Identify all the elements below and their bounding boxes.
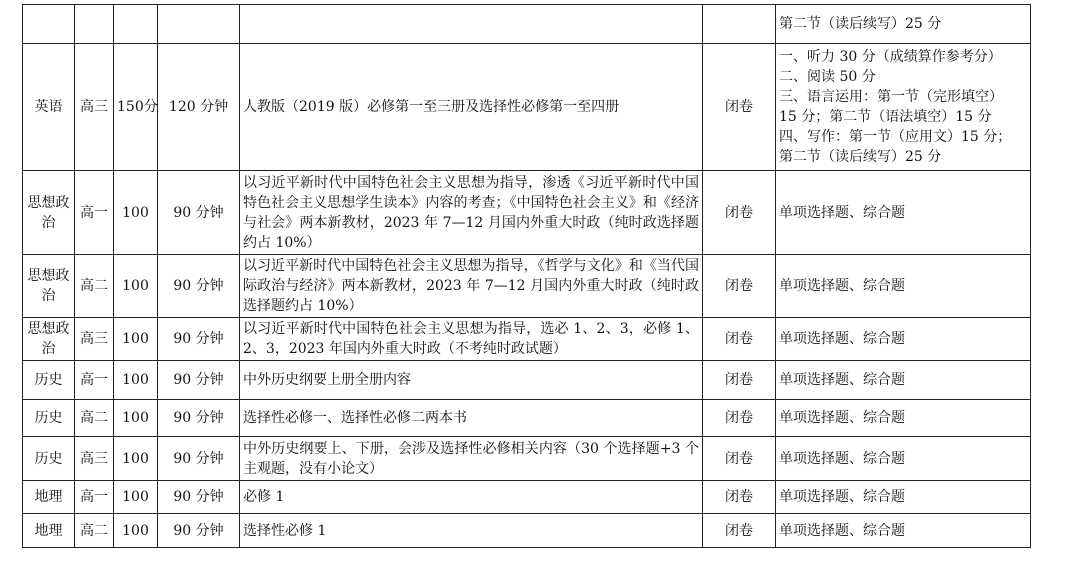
score-cell: 100 (114, 171, 158, 255)
format-line: 15 分；第二节（语法填空）15 分 (779, 109, 992, 125)
grade-cell: 高一 (75, 481, 114, 514)
format-line: 第二节（读后续写）25 分 (779, 16, 942, 32)
scope-cell: 中外历史纲要上、下册，会涉及选择性必修相关内容（30 个选择题+3 个主观题，没有小论文） (240, 437, 703, 481)
duration-cell: 90 分钟 (158, 481, 240, 514)
exam-type-cell: 闭卷 (703, 400, 776, 437)
score-cell: 100 (114, 255, 158, 318)
score-cell: 100 (114, 318, 158, 361)
duration-cell: 120 分钟 (158, 44, 240, 171)
exam-schedule-table (22, 4, 1031, 548)
subject-cell: 地理 (23, 481, 75, 514)
score-cell: 100 (114, 481, 158, 514)
exam-type-cell: 闭卷 (703, 171, 776, 255)
grade-cell: 高三 (75, 44, 114, 171)
format-line: 单项选择题、综合题 (779, 278, 905, 294)
exam-type-cell (703, 5, 776, 44)
format-cell (776, 255, 1031, 318)
table-body (23, 5, 1031, 548)
subject-cell: 英语 (23, 44, 75, 171)
exam-type-cell: 闭卷 (703, 481, 776, 514)
table-row (23, 400, 1031, 437)
format-cell (776, 5, 1031, 44)
scope-cell: 选择性必修一、选择性必修二两本书 (240, 400, 703, 437)
score-cell: 150分 (114, 44, 158, 171)
format-cell (776, 514, 1031, 548)
format-cell (776, 361, 1031, 400)
score-cell (114, 5, 158, 44)
exam-type-cell: 闭卷 (703, 44, 776, 171)
format-line: 三、语言运用：第一节（完形填空） (779, 89, 1003, 105)
exam-type-cell: 闭卷 (703, 318, 776, 361)
format-line: 单项选择题、综合题 (779, 489, 905, 505)
table-row (23, 361, 1031, 400)
subject-cell: 历史 (23, 400, 75, 437)
duration-cell (158, 5, 240, 44)
subject-cell: 地理 (23, 514, 75, 548)
table-row (23, 318, 1031, 361)
duration-cell: 90 分钟 (158, 318, 240, 361)
score-cell: 100 (114, 514, 158, 548)
table-row (23, 171, 1031, 255)
scope-cell: 人教版（2019 版）必修第一至三册及选择性必修第一至四册 (240, 44, 703, 171)
format-line: 单项选择题、综合题 (779, 372, 905, 388)
duration-cell: 90 分钟 (158, 514, 240, 548)
scope-cell: 以习近平新时代中国特色社会主义思想为指导，《哲学与文化》和《当代国际政治与经济》两本新教材，2023 年 7—12 月国内外重大时政（纯时政选择题约占 10%） (240, 255, 703, 318)
subject-cell: 历史 (23, 437, 75, 481)
grade-cell: 高一 (75, 361, 114, 400)
table-row (23, 514, 1031, 548)
subject-cell (23, 5, 75, 44)
format-line: 单项选择题、综合题 (779, 522, 905, 539)
duration-cell: 90 分钟 (158, 437, 240, 481)
scope-cell (240, 5, 703, 44)
format-line: 单项选择题、综合题 (779, 331, 905, 347)
exam-type-cell: 闭卷 (703, 514, 776, 548)
format-cell (776, 171, 1031, 255)
grade-cell: 高二 (75, 255, 114, 318)
duration-cell: 90 分钟 (158, 255, 240, 318)
format-cell (776, 400, 1031, 437)
subject-cell: 历史 (23, 361, 75, 400)
table-row (23, 255, 1031, 318)
format-cell (776, 437, 1031, 481)
exam-type-cell: 闭卷 (703, 255, 776, 318)
table-row (23, 44, 1031, 171)
duration-cell: 90 分钟 (158, 171, 240, 255)
subject-cell: 思想政治 (23, 171, 75, 255)
format-line: 单项选择题、综合题 (779, 204, 905, 221)
format-cell (776, 44, 1031, 171)
format-cell (776, 318, 1031, 361)
format-cell (776, 481, 1031, 514)
table-row (23, 481, 1031, 514)
format-line: 单项选择题、综合题 (779, 410, 905, 426)
format-line: 单项选择题、综合题 (779, 450, 905, 467)
grade-cell: 高三 (75, 318, 114, 361)
subject-cell: 思想政治 (23, 255, 75, 318)
scope-cell: 以习近平新时代中国特色社会主义思想为指导，渗透《习近平新时代中国特色社会主义思想学生读本》内容的考查；《中国特色社会主义》和《经济与社会》两本新教材，2023 年 7—12 月国内外重大时政（纯时政选择题约占 10%） (240, 171, 703, 255)
format-line: 第二节（读后续写）25 分 (779, 149, 942, 165)
subject-cell: 思想政治 (23, 318, 75, 361)
grade-cell (75, 5, 114, 44)
score-cell: 100 (114, 361, 158, 400)
scope-cell: 选择性必修 1 (240, 514, 703, 548)
scope-cell: 必修 1 (240, 481, 703, 514)
format-line: 四、写作：第一节（应用文）15 分； (779, 129, 1012, 145)
duration-cell: 90 分钟 (158, 400, 240, 437)
format-line: 二、阅读 50 分 (779, 69, 876, 85)
table-row (23, 437, 1031, 481)
format-line: 一、听力 30 分（成绩算作参考分） (779, 49, 1002, 65)
exam-type-cell: 闭卷 (703, 437, 776, 481)
exam-type-cell: 闭卷 (703, 361, 776, 400)
scope-cell: 以习近平新时代中国特色社会主义思想为指导，选必 1、2、3，必修 1、2、3，2023 年国内外重大时政（不考纯时政试题） (240, 318, 703, 361)
duration-cell: 90 分钟 (158, 361, 240, 400)
grade-cell: 高二 (75, 514, 114, 548)
score-cell: 100 (114, 437, 158, 481)
grade-cell: 高二 (75, 400, 114, 437)
grade-cell: 高一 (75, 171, 114, 255)
scope-cell: 中外历史纲要上册全册内容 (240, 361, 703, 400)
score-cell: 100 (114, 400, 158, 437)
grade-cell: 高三 (75, 437, 114, 481)
table-row (23, 5, 1031, 44)
